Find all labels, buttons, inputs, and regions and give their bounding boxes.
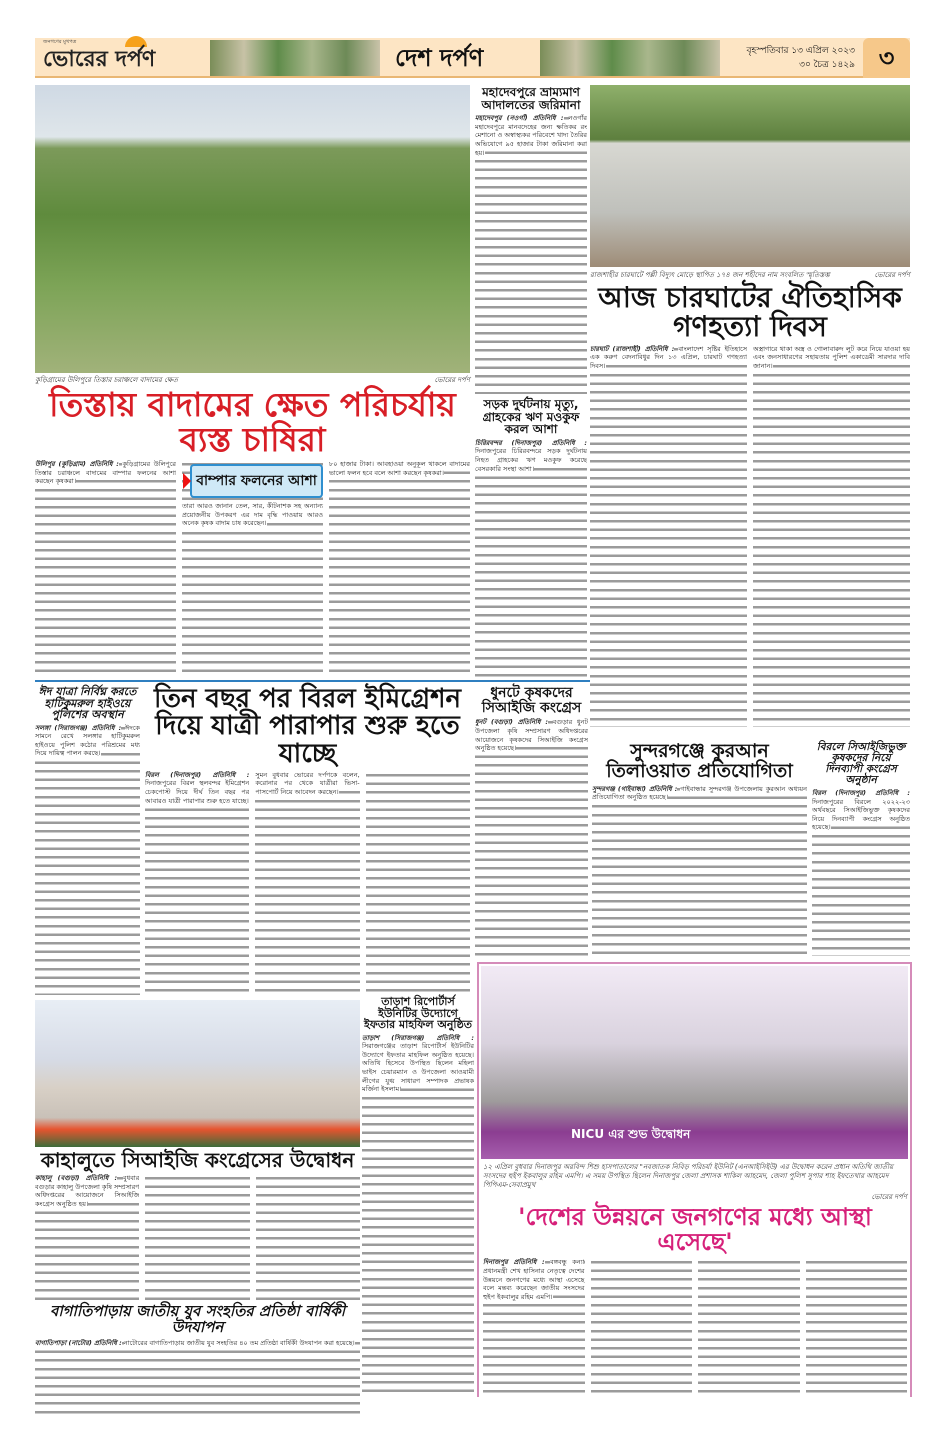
body-text: সিরাজগঞ্জের তাড়াশ রিপোর্টার্স ইউনিটির উদ্যোগে ইফতার মাহফিল অনুষ্ঠিত হয়েছে। অতিথি হিসেবে উপস্থিত ছিলেন মহিলা ভাইস চেয়ারম্যান ও উপজেলা আওয়ামী লীগের যুগ্ম সাধারণ সম্পাদক প্রভাষক মর্জিনা ইসলাম। bbox=[362, 1042, 474, 1094]
frame-line bbox=[477, 962, 912, 964]
article-body bbox=[592, 785, 807, 956]
headline: তিন বছর পর বিরল ইমিগ্রেশন দিয়ে যাত্রী পারাপার শুরু হতে যাচ্ছে bbox=[154, 684, 461, 769]
cig-congress-photo bbox=[35, 1000, 360, 1147]
article-body bbox=[475, 718, 588, 956]
byline: সুন্দরগঞ্জ (গাইবান্ধা) প্রতিনিধি : bbox=[592, 784, 678, 793]
byline: চিরিরবন্দর (দিনাজপুর) প্রতিনিধি : bbox=[475, 438, 587, 447]
header-photo-strip-right bbox=[540, 40, 720, 76]
nicu-inauguration-photo bbox=[481, 966, 908, 1159]
article-body bbox=[35, 460, 470, 678]
frame-line bbox=[910, 962, 912, 1397]
byline: কাহালু (বগুড়া) প্রতিনিধি : bbox=[35, 1174, 118, 1182]
article-mohadebpur bbox=[475, 86, 587, 394]
body-text: নওগাঁর মহাদেবপুরে মানবদেহের জন্য ক্ষতিকর রং মেশানো ও অস্বাস্থ্যকর পরিবেশে খাদ্য তৈরির অভিযোগে ৯৫ হাজার টাকা জরিমানা করা হয়। bbox=[475, 114, 587, 157]
article-tarash bbox=[362, 996, 474, 1395]
article-biral bbox=[145, 686, 470, 995]
headline: বিরলে সিআইজিভুক্ত কৃষকদের নিয়ে দিনব্যাপী কংগ্রেস অনুষ্ঠান bbox=[816, 741, 906, 787]
photo-credit: ভোরের দর্পণ bbox=[874, 271, 910, 279]
body-text: বাংলাদেশ সৃষ্টির ইতিহাসে এক করুণ বেদনাবিধুর দিন ১৩ এপ্রিল, চারঘাট গণহত্যা দিবস। bbox=[590, 344, 747, 370]
caption-row bbox=[590, 271, 910, 280]
tagline: জনগণের মুখপত্র bbox=[43, 39, 77, 45]
headline: ধুনটে কৃষকদের সিআইজি কংগ্রেস bbox=[481, 685, 582, 716]
article-body bbox=[145, 771, 470, 995]
article-body bbox=[35, 724, 140, 995]
article-body bbox=[483, 1258, 907, 1393]
byline: দিনাজপুর প্রতিনিধি : bbox=[483, 1258, 545, 1267]
pull-quote: বাম্পার ফলনের আশা bbox=[190, 464, 323, 498]
photo-caption: কুড়িগ্রামের উলিপুরে তিস্তার চরাঞ্চলে বাদামের ক্ষেত bbox=[35, 376, 178, 384]
body-text: দিনাজপুরের বিরলে ২০২২-২৩ অর্থবছরে সিআইজিভুক্ত কৃষকদের নিয়ে দিনব্যাপী কংগ্রেস অনুষ্ঠিত হয়েছে। bbox=[812, 797, 910, 832]
body-text: নাটোরের বাগাতিপাড়ায় জাতীয় যুব সংহতির ৪০ তম প্রতিষ্ঠা বার্ষিকী উদযাপন করা হয়েছে। bbox=[123, 1338, 355, 1347]
body-text: তারা আরও জানান তেল, সার, কীটনাশক সহ অন্যান্য প্রয়োজনীয় উপকরণ এর দাম বৃদ্ধি পাওয়ায় আরও অনেক কৃষক বাদাম চাষ করেছেন। bbox=[182, 502, 323, 528]
masthead bbox=[35, 38, 910, 78]
byline: বাগাতিপাড়া (নাটোর) প্রতিনিধি : bbox=[35, 1338, 122, 1347]
article-birol-cig bbox=[812, 742, 910, 956]
headline: বাগাতিপাড়ায় জাতীয় যুব সংহতির প্রতিষ্ঠা বার্ষিকী উদযাপন bbox=[49, 1302, 346, 1336]
article-badam bbox=[35, 376, 470, 678]
byline: বিরল (দিনাজপুর) প্রতিনিধি : bbox=[812, 789, 910, 798]
byline: চারঘাট (রাজশাহী) প্রতিনিধি : bbox=[590, 344, 675, 353]
header-photo-strip-left bbox=[210, 40, 380, 76]
sun-logo-icon bbox=[125, 36, 147, 47]
page-number: ৩ bbox=[863, 38, 910, 78]
byline: ধুনট (বগুড়া) প্রতিনিধি : bbox=[475, 718, 549, 727]
headline: তাড়াশ রিপোর্টার্স ইউনিটির উদ্যোগে ইফতার মাহফিল অনুষ্ঠিত bbox=[363, 995, 473, 1032]
byline: মহাদেবপুর (নওগাঁ) প্রতিনিধি : bbox=[475, 114, 564, 123]
article-body bbox=[812, 789, 910, 956]
body-text: গাইবান্ধার সুন্দরগঞ্জ উপজেলায় কুরআন অধ্যয়ন প্রতিযোগিতা অনুষ্ঠিত হয়েছে। bbox=[592, 784, 807, 802]
section-title: দেশ দর্পণ bbox=[395, 44, 484, 72]
byline: বিরল (দিনাজপুর) প্রতিনিধি : bbox=[145, 770, 250, 779]
peanut-field-photo bbox=[35, 85, 470, 373]
byline: উলিপুর (কুড়িগ্রাম) প্রতিনিধি : bbox=[35, 460, 119, 469]
article-body bbox=[475, 439, 587, 678]
body-text: দিনাজপুরের বিরল স্থলবন্দর ইমিগ্রেশন চেকপোস্ট দিয়ে দীর্ঘ তিন বছর পর আবারও যাত্রী পারাপার শুরু হতে যাচ্ছে। bbox=[145, 779, 250, 805]
date-gregorian: বৃহস্পতিবার ১৩ এপ্রিল ২০২৩ bbox=[746, 46, 855, 56]
article-body bbox=[362, 1034, 474, 1395]
headline: সুন্দরগঞ্জে কুরআন তিলাওয়াত প্রতিযোগিতা bbox=[606, 740, 793, 782]
article-bagatipara bbox=[35, 1304, 360, 1417]
article-sorok bbox=[475, 398, 587, 678]
memorial-photo bbox=[590, 85, 910, 267]
caption-row bbox=[35, 376, 470, 385]
newspaper-logo: ভোরের দর্পণ bbox=[43, 47, 156, 72]
banner-text: NICU এর শুভ উদ্বোধন bbox=[571, 1127, 691, 1141]
photo-caption: ১২ এপ্রিল বুধবার দিনাজপুর অরবিন্দ শিশু হাসপাতালের "নবজাতক নিবিড় পরিচর্যা ইউনিট (এনআইসিইউ) এর উদ্বোধন করেন প্রধান অতিথি জাতীয় সংসদের হুইপ ইকবালুর রহিম এমপি। এ সময় উপস্থিত ছিলেন দিনাজপুর জেলা প্রশাসক শাকিল আহমেদ, জেলা পুলিশ সুপার শাহ ইফতেখার আহমেদ পিপিএম-সেবাপ্রমুখ bbox=[483, 1163, 894, 1189]
article-chargat bbox=[590, 271, 910, 727]
headline: ঈদ যাত্রা নির্বিঘ্ন করতে হাটিকুমরুল হাইওয়ে পুলিশের অবস্থান bbox=[38, 685, 137, 722]
article-body bbox=[35, 1339, 360, 1418]
headline: কাহালুতে সিআইজি কংগ্রেসের উদ্বোধন bbox=[40, 1148, 355, 1172]
article-eid bbox=[35, 686, 140, 995]
headline: মহাদেবপুরে ভ্রাম্যমাণ আদালতের জরিমানা bbox=[481, 85, 581, 112]
article-sundarganj bbox=[592, 742, 807, 956]
body-text: বুধবার বগুড়ার কাহালু উপজেলা কৃষি সম্প্রসারণ অধিদপ্তরের আয়োজনে সিআইজি কংগ্রেস অনুষ্ঠিত হয়। bbox=[35, 1174, 140, 1208]
article-dinajpur bbox=[483, 1163, 907, 1393]
byline: তাড়াশ (সিরাজগঞ্জ) প্রতিনিধি : bbox=[362, 1033, 474, 1042]
date-bengali: ৩০ চৈত্র ১৪২৯ bbox=[799, 60, 855, 70]
photo-credit: ভোরের দর্পণ bbox=[434, 376, 470, 384]
headline: আজ চারঘাটের ঐতিহাসিক গণহত্যা দিবস bbox=[598, 281, 902, 344]
article-body bbox=[590, 345, 910, 727]
body-text: কুড়িগ্রামের উলিপুরে তিস্তার চরাঞ্চলে বাদামের বাম্পার ফলনের আশা করছেন কৃষকরা। bbox=[35, 460, 176, 486]
headline: 'দেশের উন্নয়নে জনগণের মধ্যে আস্থা এসেছে' bbox=[518, 1203, 872, 1257]
article-body bbox=[475, 114, 587, 394]
body-text: ঈদকে সামনে রেখে সলঙ্গার হাটিকুমরুল হাইওয়ে পুলিশ কঠোর পরিশ্রমের মধ্য দিয়ে দায়িত্ব পালন করছে। bbox=[35, 723, 140, 758]
headline: তিস্তায় বাদামের ক্ষেত পরিচর্যায় ব্যস্ত চাষিরা bbox=[49, 385, 456, 459]
body-text: বঙ্গবন্ধু কন্যা প্রধানমন্ত্রী শেখ হাসিনার নেতৃত্বে দেশের উন্নয়নে জনগণের মধ্যে আস্থা এসেছে বলে মন্তব্য করেছেন জাতীয় সংসদের হুইপ ইকবালুর রহিম এমপি। bbox=[483, 1258, 585, 1301]
byline: সলঙ্গা (সিরাজগঞ্জ) প্রতিনিধি : bbox=[35, 723, 122, 732]
body-text: বগুড়ার ধুনট উপজেলা কৃষি সম্প্রসারণ অধিদপ্তরের আয়োজনে কৃষকদের সিআইজি কংগ্রেস অনুষ্ঠিত হয়েছে। bbox=[475, 718, 588, 753]
body-text: ৮০ হাজার টাকা। আবহাওয়া অনুকূল থাকলে বাদামের ভালো ফলন হবে বলে আশা করছেন কৃষকরা। bbox=[329, 460, 470, 477]
section-divider bbox=[35, 680, 590, 682]
article-dhunot bbox=[475, 686, 588, 956]
photo-credit: ভোরের দর্পণ bbox=[871, 1193, 907, 1201]
photo-caption: রাজশাহীর চারঘাটে পল্লী বিদ্যুৎ মোড়ে স্থাপিত ১৭৪ জন শহীদের নাম সংবলিত স্মৃতিস্তম্ভ bbox=[590, 271, 830, 279]
frame-line bbox=[477, 962, 479, 1397]
body-text: অস্ত্রাগারে থাকা অস্ত্র ও গোলাবারুদ লুট করে নিয়ে যাওয়া হয় এবং জনসাধারণের সহায়তায় পুলিশ একাডেমী সারদার দাবি জানান। bbox=[753, 344, 910, 370]
body-text: দিনাজপুরের চিরিরবন্দরে সড়ক দুর্ঘটনায় নিহত গ্রাহকের ঋণ মওকুফ করেছে বেসরকারি সংস্থা আশা। bbox=[475, 447, 587, 473]
article-body bbox=[35, 1174, 360, 1300]
issue-date bbox=[725, 44, 855, 72]
article-kahalu bbox=[35, 1150, 360, 1300]
headline: সড়ক দুর্ঘটনায় মৃত্যু, গ্রাহকের ঋণ মওকুফ করল আশা bbox=[482, 397, 580, 437]
body-text: সুমন বুধবার ভোরের দর্পণকে বলেন, করোনার পর থেকে যাত্রীরা ভিসা-পাসপোর্ট নিয়ে আবেদন করছেন। bbox=[255, 770, 360, 797]
